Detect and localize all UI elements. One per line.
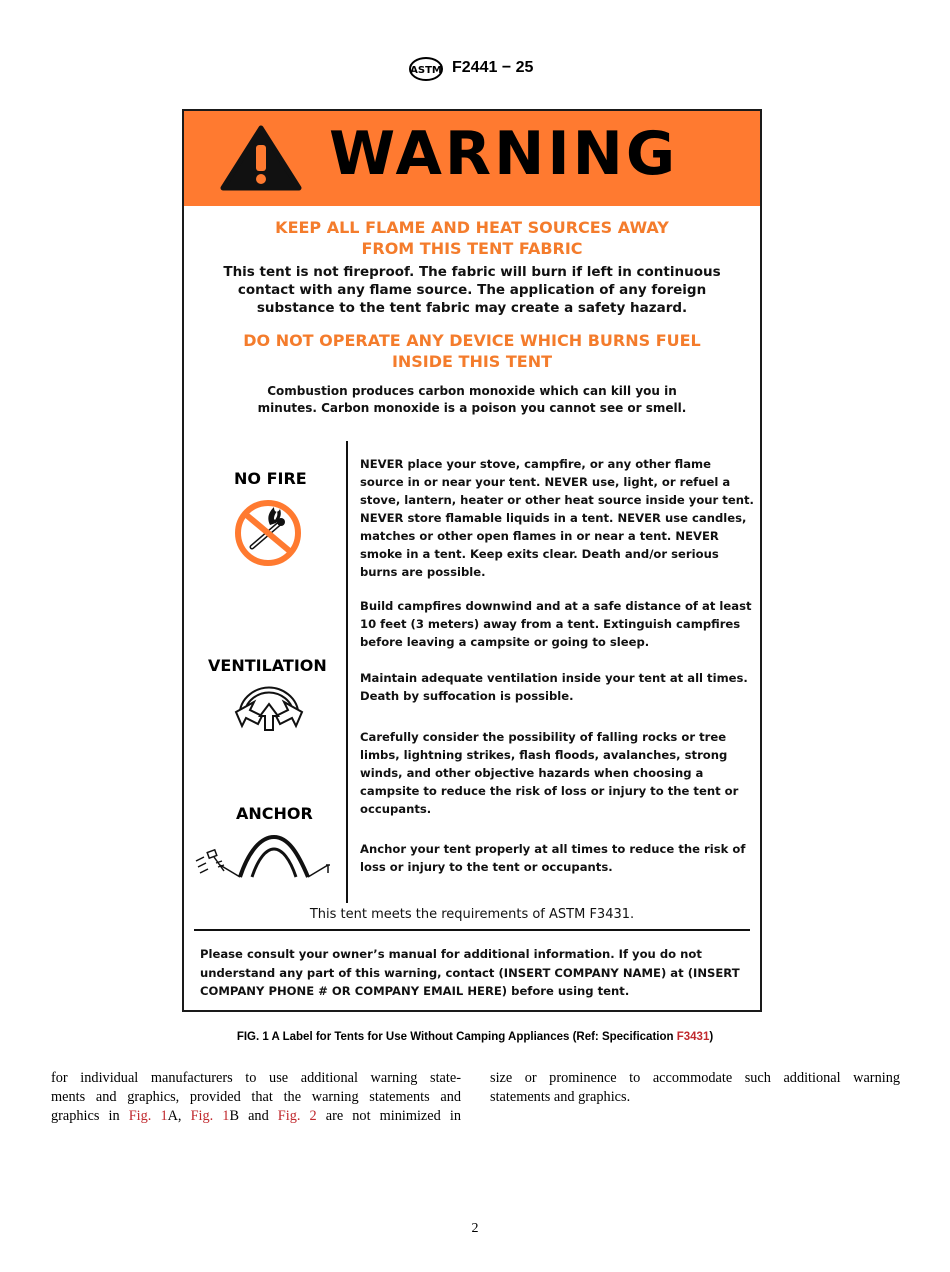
- caption-reference-link[interactable]: F3431: [676, 1031, 710, 1043]
- text-line: Please consult your owner’s manual for additional information. If you do not: [200, 947, 702, 961]
- never-rule-paragraph: [360, 455, 760, 581]
- text-line: understand any part of this warning, contact (INSERT COMPANY NAME) at (INSERT: [200, 965, 740, 980]
- text-line: loss or injury to the tent or occupants.: [360, 860, 613, 874]
- svg-text:ASTM: ASTM: [410, 65, 442, 76]
- text-line: before leaving a campsite or going to sleep.: [360, 635, 650, 649]
- document-number: F2441 − 25: [452, 59, 534, 76]
- text-line: Build campfires downwind and at a safe distance of at least: [360, 599, 752, 613]
- text-line: NEVER store flamable liquids in a tent. NEVER use candles,: [360, 511, 747, 525]
- text-line: burns are possible.: [360, 565, 486, 579]
- caption-text: FIG. 1 A Label for Tents for Use Without Camping Appliances (Ref: Specification: [236, 1031, 677, 1043]
- heading-line: KEEP ALL FLAME AND HEAT SOURCES AWAY: [275, 218, 669, 237]
- text-line: [51, 1107, 461, 1126]
- text-line: smoke in a tent. Keep exits clear. Death and/or serious: [360, 547, 719, 561]
- astm-compliance-statement: This tent meets the requirements of ASTM F3431.: [309, 907, 635, 922]
- no-fire-label: NO FIRE: [234, 469, 307, 488]
- text-line: This tent is not fireproof. The fabric will burn if left in continuous: [223, 264, 721, 280]
- text-line: substance to the tent fabric may create a safety hazard.: [256, 300, 688, 316]
- text-line: minutes. Carbon monoxide is a poison you cannot see or smell.: [257, 401, 687, 415]
- text-line: stove, lantern, heater or other heat source inside your tent.: [360, 493, 754, 507]
- text-line: Carefully consider the possibility of falling rocks or tree: [360, 730, 727, 744]
- caption-close: ): [709, 1031, 714, 1043]
- anchor-label: ANCHOR: [236, 804, 313, 823]
- figure-caption: [0, 1031, 950, 1043]
- text-span: graphics in: [51, 1107, 129, 1124]
- text-line: campsite to reduce the risk of loss or injury to the tent or: [360, 784, 739, 798]
- no-fire-icon: [230, 499, 306, 567]
- text-span: B and: [229, 1107, 278, 1124]
- warning-banner: [184, 111, 760, 206]
- fireproof-paragraph: [184, 263, 760, 317]
- heading-line: INSIDE THIS TENT: [391, 352, 553, 371]
- campfire-rule-paragraph: [360, 597, 760, 651]
- ventilation-icon: [232, 686, 306, 732]
- horizontal-divider: [194, 929, 750, 931]
- text-span: A,: [167, 1107, 191, 1124]
- consult-manual-paragraph: [200, 945, 755, 1001]
- text-line: winds, and other objective hazards when choosing a: [360, 766, 704, 780]
- text-line: Maintain adequate ventilation inside your tent at all times.: [360, 671, 748, 685]
- text-line: NEVER place your stove, campfire, or any other flame: [360, 457, 711, 471]
- body-column-right: [490, 1069, 900, 1107]
- warning-label-figure: [182, 109, 762, 1012]
- text-line: contact with any flame source. The application of any foreign: [237, 282, 707, 298]
- combustion-paragraph: [184, 383, 760, 417]
- text-line: size or prominence to accommodate such additional warning: [490, 1070, 900, 1086]
- text-line: ments and graphics, provided that the warning statements and: [51, 1088, 461, 1105]
- heading-line: FROM THIS TENT FABRIC: [361, 239, 583, 258]
- text-line: occupants.: [360, 802, 432, 816]
- fig-1b-link[interactable]: Fig. 1: [190, 1107, 230, 1124]
- text-line: statements and graphics.: [490, 1088, 631, 1105]
- warning-heading: WARNING: [329, 119, 679, 189]
- document-header: [0, 56, 950, 82]
- astm-logo-icon: [408, 56, 444, 82]
- text-line: Death by suffocation is possible.: [360, 689, 574, 703]
- heading-line: DO NOT OPERATE ANY DEVICE WHICH BURNS FUEL: [243, 331, 701, 350]
- page-number: 2: [471, 1221, 479, 1236]
- text-line: limbs, lightning strikes, flash floods, avalanches, strong: [360, 748, 728, 762]
- tent-anchor-icon: [192, 831, 342, 881]
- text-line: Anchor your tent properly at all times to reduce the risk of: [360, 842, 746, 856]
- ventilation-label: VENTILATION: [208, 656, 327, 675]
- column-divider: [346, 441, 348, 903]
- text-line: COMPANY PHONE # OR COMPANY EMAIL HERE) before using tent.: [200, 984, 630, 998]
- fig-2-link[interactable]: Fig. 2: [277, 1107, 317, 1124]
- fuel-device-heading: [184, 330, 760, 372]
- text-line: Combustion produces carbon monoxide which can kill you in: [267, 384, 677, 398]
- text-span: are not minimized in: [316, 1107, 461, 1124]
- warning-triangle-icon: [220, 125, 302, 191]
- ventilation-rule-paragraph: [360, 669, 760, 705]
- text-line: matches or other open flames in or near a tent. NEVER: [360, 529, 719, 543]
- text-line: 10 feet (3 meters) away from a tent. Extinguish campfires: [360, 617, 741, 631]
- flame-heat-heading: [184, 217, 760, 259]
- text-line: source in or near your tent. NEVER use, light, or refuel a: [360, 475, 731, 489]
- anchor-rule-paragraph: [360, 840, 760, 876]
- hazards-rule-paragraph: [360, 728, 760, 818]
- body-column-left: [51, 1069, 461, 1125]
- fig-1-link[interactable]: Fig. 1: [128, 1107, 168, 1124]
- text-line: for individual manufacturers to use additional warning state-: [51, 1070, 461, 1086]
